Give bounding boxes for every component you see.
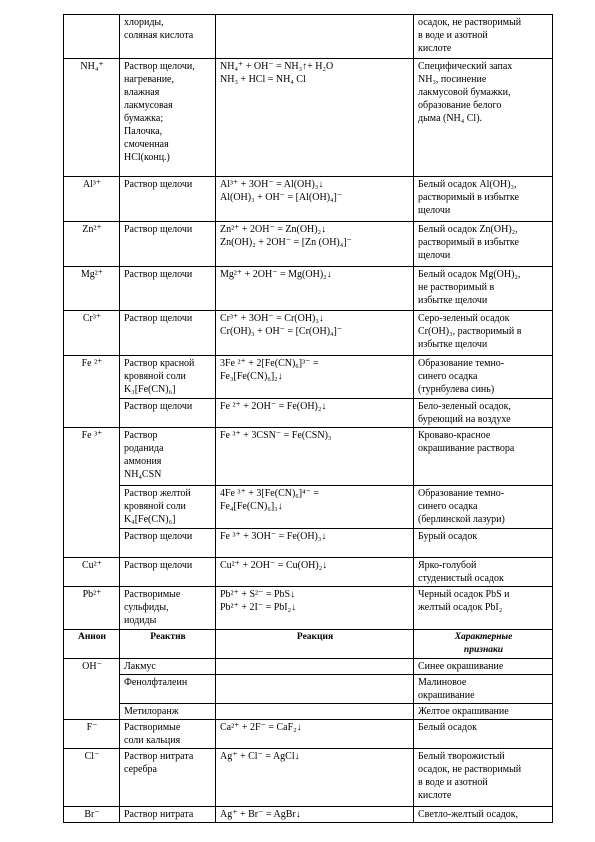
reagent-cell: [120, 587, 216, 630]
reaction-line: Cr(OH)₃ + OH⁻ = [Cr(OH)₄]⁻: [220, 326, 343, 337]
table-row: [64, 558, 553, 587]
reaction-line: 4Fe ³⁺ + 3[Fe(CN)₆]⁴⁻ =: [220, 488, 320, 499]
reaction-line: Fe₄[Fe(CN)₆]₃↓: [220, 501, 283, 512]
reaction-line: Pb²⁺ + 2I⁻ = PbI₂↓: [220, 602, 297, 613]
ion-label: Fe ²⁺: [81, 358, 103, 369]
reagent-cell: [120, 529, 216, 558]
reagent-cell: [120, 15, 216, 59]
reaction-cell: [216, 59, 414, 177]
reagent-cell: [120, 807, 216, 823]
ion-label: Cl⁻: [84, 751, 100, 762]
ion-label: Cr³⁺: [82, 313, 102, 324]
sign-line: избытке щелочи: [418, 295, 488, 306]
qualitative-reactions-table: [63, 14, 553, 823]
reagent-line: K₃[Fe(CN)₆]: [124, 384, 176, 395]
sign-line: дыма (NH₄ Cl).: [418, 113, 483, 124]
header-reagent: Реактив: [120, 630, 216, 659]
reaction-cell: [216, 177, 414, 222]
sign-cell: [414, 529, 553, 558]
anion-header-row: [64, 630, 553, 659]
sign-line: Бело-зеленый осадок,: [418, 401, 511, 412]
header-signs-line: признаки: [463, 645, 504, 655]
reagent-line: соляная кислота: [124, 30, 194, 41]
ion-cell: [64, 659, 120, 720]
ion-cell: [64, 267, 120, 311]
reaction-cell: [216, 222, 414, 267]
sign-cell: [414, 222, 553, 267]
reagent-cell: [120, 486, 216, 529]
sign-line: Белый осадок Zn(OH)₂,: [418, 224, 518, 235]
ion-cell: [64, 222, 120, 267]
reagent-line: соли кальция: [124, 735, 181, 746]
sign-line: Образование темно-: [418, 488, 505, 499]
reagent-line: Фенолфталеин: [124, 677, 188, 688]
ion-cell: [64, 428, 120, 558]
reaction-cell: [216, 587, 414, 630]
sign-cell: [414, 399, 553, 428]
sign-cell: [414, 675, 553, 704]
sign-line: окрашивание: [418, 690, 475, 701]
sign-cell: [414, 177, 553, 222]
table-row: [64, 486, 553, 529]
reaction-cell: [216, 428, 414, 486]
table-row: [64, 428, 553, 486]
reagent-cell: [120, 720, 216, 749]
reagent-line: K₄[Fe(CN)₆]: [124, 514, 176, 525]
table-body: [64, 15, 553, 823]
reagent-line: Раствор щелочи: [124, 179, 193, 190]
sign-line: Кроваво-красное: [418, 430, 491, 441]
sign-line: избытке щелочи: [418, 339, 488, 350]
ion-cell: [64, 749, 120, 807]
ion-label: Fe ³⁺: [81, 430, 103, 441]
sign-line: образование белого: [418, 100, 502, 111]
sign-cell: [414, 659, 553, 675]
reagent-line: Раствор щелочи: [124, 401, 193, 412]
table-row: [64, 704, 553, 720]
sign-line: синего осадка: [418, 501, 478, 512]
sign-line: в воде и азотной: [418, 30, 488, 41]
sign-cell: [414, 720, 553, 749]
reaction-cell: [216, 486, 414, 529]
ion-label: OH⁻: [82, 661, 102, 672]
sign-line: лакмусовой бумажки,: [418, 87, 511, 98]
reagent-line: NH₄CSN: [124, 469, 162, 480]
reaction-line: Zn(OH)₂ + 2OH⁻ = [Zn (OH)₄]⁻: [220, 237, 352, 248]
sign-cell: [414, 558, 553, 587]
reaction-line: Cu²⁺ + 2OH⁻ = Cu(OH)₂↓: [220, 560, 328, 571]
reaction-cell: [216, 558, 414, 587]
sign-line: Синее окрашивание: [418, 661, 504, 672]
reagent-line: Раствор щелочи: [124, 269, 193, 280]
reagent-line: хлориды,: [124, 17, 164, 28]
sign-line: не растворимый в: [418, 282, 495, 293]
reagent-line: кровяной соли: [124, 371, 186, 382]
reaction-line: Fe ³⁺ + 3OH⁻ = Fe(OH)₃↓: [220, 531, 327, 542]
sign-cell: [414, 587, 553, 630]
table-row: [64, 222, 553, 267]
sign-line: Специфический запах: [418, 61, 513, 72]
reagent-line: иодиды: [124, 615, 157, 626]
sign-cell: [414, 704, 553, 720]
sign-line: Образование темно-: [418, 358, 505, 369]
reaction-line: Zn²⁺ + 2OH⁻ = Zn(OH)₂↓: [220, 224, 327, 235]
sign-cell: [414, 356, 553, 399]
table-row: [64, 807, 553, 823]
sign-line: Белый творожистый: [418, 751, 505, 762]
reaction-cell: [216, 807, 414, 823]
sign-line: кислоте: [418, 43, 452, 54]
table-row: [64, 59, 553, 177]
sign-line: щелочи: [418, 250, 451, 261]
sign-line: кислоте: [418, 790, 452, 801]
table-row: [64, 587, 553, 630]
reaction-line: Fe ³⁺ + 3CSN⁻ = Fe(CSN)₃: [220, 430, 332, 441]
reagent-line: серебра: [124, 764, 157, 775]
table-row: [64, 267, 553, 311]
reaction-cell: [216, 659, 414, 675]
reagent-line: кровяной соли: [124, 501, 186, 512]
ion-label: Pb²⁺: [82, 589, 102, 600]
reagent-line: Растворимые: [124, 589, 181, 600]
header-reaction: Реакция: [216, 630, 414, 659]
sign-line: (турнбулева синь): [418, 384, 495, 395]
reaction-line: 3Fe ²⁺ + 2[Fe(CN)₆]³⁻ =: [220, 358, 319, 369]
sign-cell: [414, 807, 553, 823]
table-row: [64, 356, 553, 399]
sign-line: Серо-зеленый осадок: [418, 313, 510, 324]
sign-cell: [414, 486, 553, 529]
sign-line: в воде и азотной: [418, 777, 488, 788]
sign-line: окрашивание раствора: [418, 443, 515, 454]
ion-label: Br⁻: [84, 809, 100, 820]
reagent-cell: [120, 356, 216, 399]
reaction-line: Ag⁺ + Br⁻ = AgBr↓: [220, 809, 301, 820]
reaction-line: Al³⁺ + 3OH⁻ = Al(OH)₃↓: [220, 179, 324, 190]
reagent-line: влажная: [124, 87, 160, 98]
reaction-line: Ca²⁺ + 2F⁻ = CaF₂↓: [220, 722, 302, 733]
reaction-cell: [216, 356, 414, 399]
ion-cell: [64, 558, 120, 587]
reagent-line: Раствор нитрата: [124, 809, 194, 820]
reagent-line: Раствор нитрата: [124, 751, 194, 762]
reaction-line: Mg²⁺ + 2OH⁻ = Mg(OH)₂↓: [220, 269, 332, 280]
reaction-cell: [216, 311, 414, 356]
sign-line: Черный осадок PbS и: [418, 589, 510, 600]
reagent-line: Растворимые: [124, 722, 181, 733]
reagent-line: Раствор щелочи: [124, 224, 193, 235]
reagent-cell: [120, 399, 216, 428]
reagent-line: Метилоранж: [124, 706, 179, 717]
sign-line: растворимый в избытке: [418, 237, 519, 248]
sign-line: щелочи: [418, 205, 451, 216]
reagent-line: Раствор красной: [124, 358, 195, 369]
ion-cell: [64, 311, 120, 356]
sign-line: Белый осадок Al(OH)₃,: [418, 179, 517, 190]
reagent-line: смоченная: [124, 139, 169, 150]
sign-line: студенистый осадок: [418, 573, 504, 584]
table-row: [64, 399, 553, 428]
sign-line: осадок, не растворимый: [418, 764, 522, 775]
reagent-line: HCl(конц.): [124, 152, 170, 163]
sign-cell: [414, 59, 553, 177]
reaction-line: NH₃ + HCl = NH₄ Cl: [220, 74, 306, 85]
sign-line: желтый осадок PbI₂: [418, 602, 503, 613]
reaction-line: Al(OH)₃ + OH⁻ = [Al(OH)₄]⁻: [220, 192, 343, 203]
ion-cell: [64, 177, 120, 222]
reaction-cell: [216, 720, 414, 749]
reaction-line: Fe₃[Fe(CN)₆]₂↓: [220, 371, 283, 382]
reagent-line: роданида: [124, 443, 164, 454]
table-row: [64, 311, 553, 356]
sign-line: (берлинской лазури): [418, 514, 505, 525]
reagent-line: Раствор щелочи: [124, 313, 193, 324]
reagent-line: Раствор: [124, 430, 158, 441]
reagent-line: Раствор щелочи: [124, 560, 193, 571]
sign-line: Белый осадок Mg(OH)₂,: [418, 269, 521, 280]
reagent-cell: [120, 558, 216, 587]
ion-cell: [64, 807, 120, 823]
sign-line: Ярко-голубой: [418, 560, 477, 571]
header-anion: Анион: [64, 630, 120, 659]
ion-label: NH₄⁺: [80, 61, 104, 72]
sign-line: буреющий на воздухе: [418, 414, 511, 425]
reaction-cell: [216, 267, 414, 311]
sign-line: синего осадка: [418, 371, 478, 382]
reaction-cell: [216, 15, 414, 59]
reaction-line: Pb²⁺ + S²⁻ = PbS↓: [220, 589, 296, 600]
reaction-cell: [216, 749, 414, 807]
sign-line: Желтое окрашивание: [418, 706, 509, 717]
sign-line: Малиновое: [418, 677, 467, 688]
reaction-line: Fe ²⁺ + 2OH⁻ = Fe(OH)₂↓: [220, 401, 327, 412]
table-row: [64, 177, 553, 222]
header-signs: [414, 630, 553, 659]
sign-cell: [414, 311, 553, 356]
reagent-line: нагревание,: [124, 74, 174, 85]
reagent-cell: [120, 59, 216, 177]
reagent-line: бумажка;: [124, 113, 164, 124]
sign-line: осадок, не растворимый: [418, 17, 522, 28]
reagent-line: сульфиды,: [124, 602, 169, 613]
reagent-cell: [120, 267, 216, 311]
reagent-cell: [120, 659, 216, 675]
reagent-cell: [120, 675, 216, 704]
reagent-line: Раствор желтой: [124, 488, 191, 499]
ion-cell: [64, 59, 120, 177]
reaction-cell: [216, 399, 414, 428]
reaction-cell: [216, 704, 414, 720]
table-row: [64, 675, 553, 704]
reagent-cell: [120, 311, 216, 356]
reaction-line: Ag⁺ + Cl⁻ = AgCl↓: [220, 751, 300, 762]
reagent-cell: [120, 177, 216, 222]
table-row: [64, 659, 553, 675]
sign-line: Cr(OH)₃, растворимый в: [418, 326, 522, 337]
reaction-cell: [216, 675, 414, 704]
ion-cell: [64, 587, 120, 630]
sign-line: Бурый осадок: [418, 531, 478, 542]
reaction-line: NH₄⁺ + OH⁻ = NH₃↑+ H₂O: [220, 61, 334, 72]
reagent-line: аммония: [124, 456, 162, 467]
ion-label: Al³⁺: [82, 179, 102, 190]
table-row: [64, 720, 553, 749]
ion-label: Zn²⁺: [82, 224, 102, 235]
sign-cell: [414, 749, 553, 807]
reagent-line: Раствор щелочи: [124, 531, 193, 542]
sign-cell: [414, 428, 553, 486]
reagent-line: лакмусовая: [124, 100, 173, 111]
reagent-cell: [120, 222, 216, 267]
reagent-line: Раствор щелочи,: [124, 61, 195, 72]
sign-cell: [414, 267, 553, 311]
ion-label: F⁻: [86, 722, 98, 733]
reagent-line: Палочка,: [124, 126, 163, 137]
reagent-line: Лакмус: [124, 661, 156, 672]
reagent-cell: [120, 428, 216, 486]
sign-line: растворимый в избытке: [418, 192, 519, 203]
sign-line: Светло-желтый осадок,: [418, 809, 519, 820]
ion-cell: [64, 15, 120, 59]
header-signs-line: Характерные: [454, 632, 513, 642]
ion-label: Cu²⁺: [82, 560, 102, 571]
reagent-cell: [120, 749, 216, 807]
ion-cell: [64, 356, 120, 428]
table-row: [64, 529, 553, 558]
reaction-cell: [216, 529, 414, 558]
ion-label: Mg²⁺: [80, 269, 104, 280]
reaction-line: Cr³⁺ + 3OH⁻ = Cr(OH)₃↓: [220, 313, 324, 324]
sign-line: NH₃, посинение: [418, 74, 487, 85]
sign-line: Белый осадок: [418, 722, 477, 733]
ion-cell: [64, 720, 120, 749]
reagent-cell: [120, 704, 216, 720]
sign-cell: [414, 15, 553, 59]
table-row: [64, 15, 553, 59]
table-row: [64, 749, 553, 807]
